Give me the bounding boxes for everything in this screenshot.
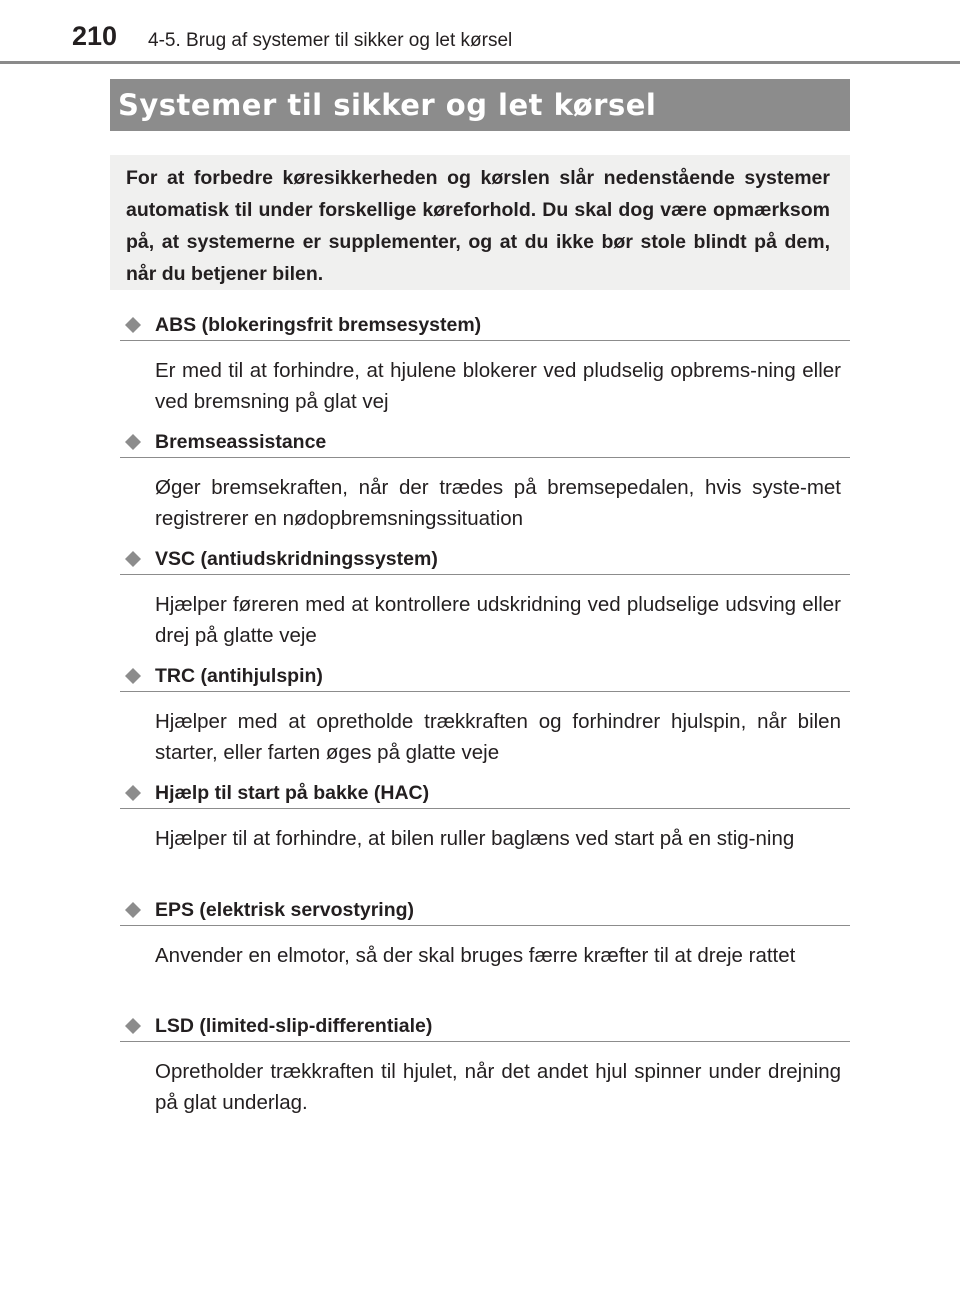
feature-title: LSD (limited-slip-differentiale) <box>155 1015 433 1037</box>
feature-title: TRC (antihjulspin) <box>155 665 323 687</box>
feature-description: Hjælper til at forhindre, at bilen ruller baglæns ved start på en stig-ning <box>155 827 795 850</box>
page-title-bar <box>110 79 850 131</box>
diamond-icon <box>125 317 141 333</box>
feature-title: Hjælp til start på bakke (HAC) <box>155 782 430 804</box>
diamond-icon <box>125 434 141 450</box>
feature-description: Anvender en elmotor, så der skal bruges færre kræfter til at dreje rattet <box>155 944 796 967</box>
intro-text: For at forbedre køresikkerheden og kørslen slår nedenstående systemer automatisk til under forskellige køreforhold. Du skal dog være opmærksom på, at systemerne er supplementer, og at du ikke bør stole blindt på dem, når du betjener bilen. <box>126 167 830 285</box>
feature-heading <box>120 427 850 458</box>
feature-item <box>120 427 850 534</box>
diamond-icon <box>125 785 141 801</box>
feature-description: Opretholder trækkraften til hjulet, når det andet hjul spinner under drejning på glat underlag. <box>155 1060 841 1114</box>
feature-description: Hjælper med at opretholde trækkraften og forhindrer hjulspin, når bilen starter, eller farten øges på glatte veje <box>155 710 841 764</box>
feature-description: Hjælper føreren med at kontrollere udskridning ved pludselige udsving eller drej på glatte veje <box>155 593 841 647</box>
feature-item <box>120 310 850 417</box>
feature-title: Bremseassistance <box>155 431 327 453</box>
diamond-icon <box>125 1018 141 1034</box>
feature-item <box>120 1011 850 1118</box>
feature-item <box>120 544 850 651</box>
diamond-icon <box>125 551 141 567</box>
diamond-icon <box>125 668 141 684</box>
page-title: Systemer til sikker og let kørsel <box>118 88 657 122</box>
feature-heading <box>120 661 850 692</box>
feature-item <box>120 895 850 971</box>
feature-description: Er med til at forhindre, at hjulene blokerer ved pludselig opbrems-ning eller ved bremsning på glat vej <box>155 359 841 413</box>
section-title: 4-5. Brug af systemer til sikker og let kørsel <box>148 30 513 51</box>
diamond-icon <box>125 902 141 918</box>
feature-heading <box>120 1011 850 1042</box>
feature-heading <box>120 310 850 341</box>
header-divider <box>0 61 960 64</box>
intro-box <box>110 155 850 290</box>
feature-title: VSC (antiudskridningssystem) <box>155 548 438 570</box>
feature-title: EPS (elektrisk servostyring) <box>155 899 415 921</box>
feature-heading <box>120 778 850 809</box>
feature-item <box>120 661 850 768</box>
page-number: 210 <box>72 21 118 51</box>
page-header <box>0 0 960 60</box>
feature-title: ABS (blokeringsfrit bremsesystem) <box>155 314 482 336</box>
feature-heading <box>120 895 850 926</box>
feature-item <box>120 778 850 854</box>
feature-heading <box>120 544 850 575</box>
feature-description: Øger bremsekraften, når der trædes på bremsepedalen, hvis syste-met registrerer en nødopbremsningssituation <box>155 476 841 530</box>
